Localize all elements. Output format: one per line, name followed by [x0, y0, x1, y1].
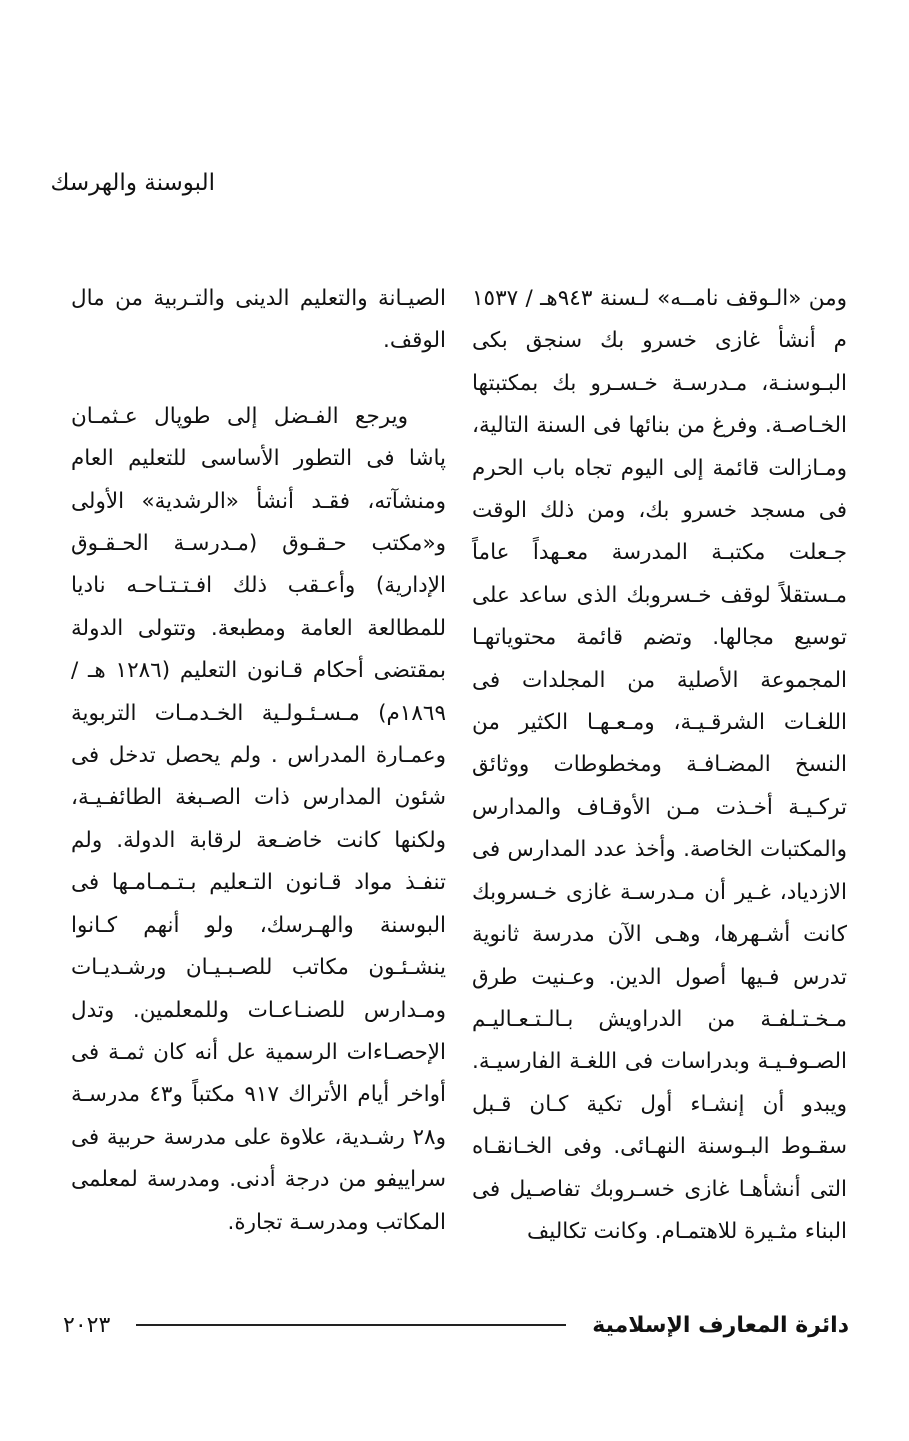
text-column-left: [71, 278, 446, 1244]
page-footer: [63, 1308, 849, 1342]
body-paragraph: ويرجع الفـضل إلى طوپال عـثمـان پاشا فى التطور الأساسى للتعليم العام ومنشآته، فقـد أنشأ «الرشدية» الأولى و«مكتب حـقـوق (مـدرسـة الحـقـوق الإدارية) وأعـقب ذلك افـتـتـاحـه ناديا للمطالعة العامة ومطبعة. وتتولى الدولة بمقتضى أحكام قـانون التعليم (١٢٨٦ هـ / ١٨٦٩م) مـسـئـولـية الخـدمـات التربوية وعمـارة المدراس . ولم يحصل تدخل فى شئون المدارس ذات الصـبغة الطائفـيـة، ولكنها كانت خاضـعة لرقابة الدولة. ولم تنفـذ مواد قـانون التـعليم بـتـمـامـها فى البوسنة والهـرسك، ولو أنهم كـانوا ينشـئـون مكاتب للصـبـيـان ورشـديـات ومـدارس للصنـاعـات وللمعلمين. وتدل الإحصـاءات الرسمية عل أنه كان ثمـة فى أواخر أيام الأتراك ٩١٧ مكتباً و٤٣ مدرسـة و٢٨ رشـدية، علاوة على مدرسة حربية فى سراييفو من درجة أدنى. ومدرسة لمعلمى المكاتب ومدرسـة تجارة.: [71, 403, 446, 1235]
running-head-title: البوسنة والهرسك: [50, 170, 215, 196]
body-paragraph: ومن «الـوقف نامــه» لـسنة ٩٤٣هـ / ١٥٣٧ م أنشأ غازى خسرو بك سنجق بكى البـوسنـة، مـدرسـة خـسـرو بك بمكتبتها الخـاصـة. وفرغ من بنائها فى السنة التالية، ومـازالت قائمة إلى اليوم تجاه باب الحرم فى مسجد خسرو بك، ومن ذلك الوقت جـعلت مكتبـة المدرسة معـهداً عاماً مـستقلاً لوقف خـسروبك الذى ساعد على توسيع مجالها. وتضم قائمة محتوياتهـا المجموعة الأصلية من المجلدات فى اللغـات الشرقـيـة، ومـعـهـا الكثير من النسخ المضـافـة ومخطوطات ووثائق تركـيـة أخـذت مـن الأوقـاف والمدارس والمكتبات الخاصة. وأخذ عدد المدارس فى الازدياد، غـير أن مـدرسـة غازى خـسروبك كانت أشـهرها، وهـى الآن مدرسة ثانوية تدرس فـيها أصول الدين. وعـنيت طرق مـخـتـلفـة من الدراويش بـالـتـعـاليـم الصـوفـيـة وبدراسات فى اللغـة الفارسيـة. ويبدو أن إنشـاء أول تكية كـان قـبل سقـوط البـوسنة النهـائى. وفى الخـانقـاه التى أنشأهـا غازى خسـروبك تفاصـيل فى البناء مثـيرة للاهتمـام. وكانت تكاليف: [472, 286, 847, 1244]
page-number: ٢٠٢٣: [63, 1312, 111, 1338]
footer-rule: [136, 1324, 566, 1326]
body-paragraph: الصيـانة والتعليم الدينى والتـربية من مال الوقف.: [71, 286, 446, 354]
text-column-right: [472, 278, 847, 1253]
footer-publication-title: دائرة المعارف الإسلامية: [592, 1312, 849, 1338]
